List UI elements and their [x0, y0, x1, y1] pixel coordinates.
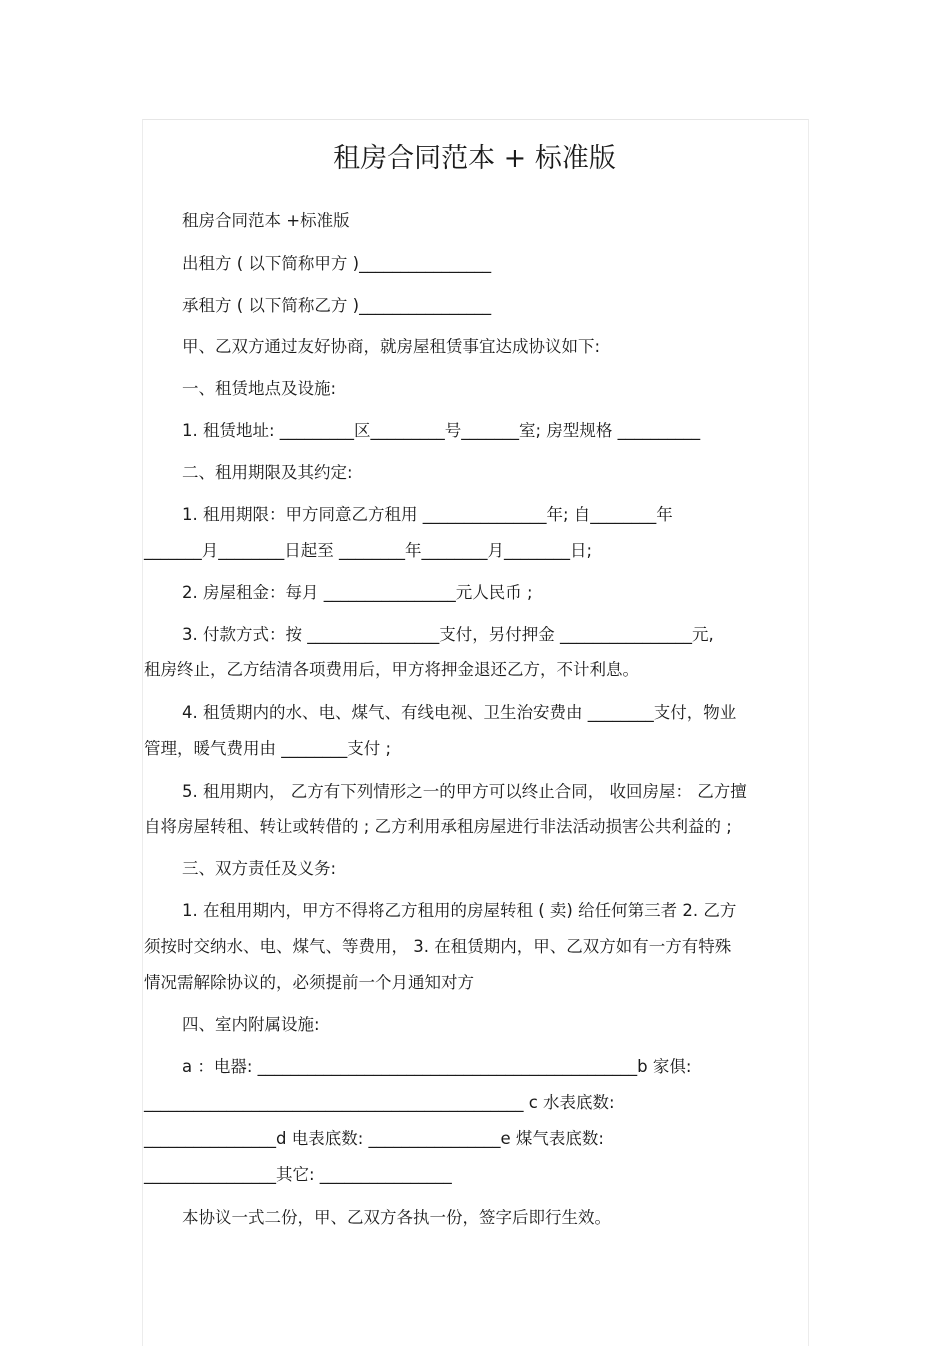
facilities-line-3: ________________d 电表底数: ________________e 煤气表底数: — [144, 1129, 604, 1148]
payment-line-1: 3. 付款方式：按 ________________支付，另付押金 ________________元, — [182, 625, 714, 644]
obligations-line-2: 须按时交纳水、电、煤气、等费用， 3. 在租赁期内，甲、乙双方如有一方有特殊 — [144, 937, 732, 956]
rent-line: 2. 房屋租金：每月 ________________元人民币 ; — [182, 583, 533, 602]
facilities-line-2: ______________________________________________ c 水表底数: — [144, 1093, 615, 1112]
utilities-line-2: 管理，暖气费用由 ________支付 ; — [144, 739, 392, 758]
facilities-line-4: ________________其它: ________________ — [144, 1165, 452, 1184]
termination-line-2: 自将房屋转租、转让或转借的 ; 乙方利用承租房屋进行非法活动损害公共利益的 ; — [144, 817, 732, 836]
section-4-heading: 四、室内附属设施: — [182, 1015, 320, 1034]
termination-line-1: 5. 租用期内， 乙方有下列情形之一的甲方可以终止合同， 收回房屋： 乙方擅 — [182, 782, 747, 801]
term-line-2: _______月________日起至 ________年________月________日; — [144, 541, 593, 560]
section-1-heading: 一、租赁地点及设施: — [182, 379, 337, 398]
obligations-line-3: 情况需解除协议的，必须提前一个月通知对方 — [144, 973, 474, 992]
section-3-heading: 三、双方责任及义务: — [182, 859, 337, 878]
rental-address-line: 1. 租赁地址: _________区_________号_______室; 房型规格 __________ — [182, 421, 701, 440]
obligations-line-1: 1. 在租用期内，甲方不得将乙方租用的房屋转租 ( 卖) 给任何第三者 2. 乙方 — [182, 901, 737, 920]
utilities-line-1: 4. 租赁期内的水、电、煤气、有线电视、卫生治安费由 ________支付，物业 — [182, 703, 737, 722]
closing-paragraph: 本协议一式二份，甲、乙双方各执一份，签字后即行生效。 — [182, 1208, 611, 1227]
facilities-line-1: a ：电器: ______________________________________________b 家俱: — [182, 1057, 692, 1076]
term-line-1: 1. 租用期限：甲方同意乙方租用 _______________年; 自________年 — [182, 505, 673, 524]
subtitle: 租房合同范本 +标准版 — [182, 211, 350, 230]
intro-paragraph: 甲、乙双方通过友好协商，就房屋租赁事宜达成协议如下: — [182, 337, 601, 356]
lessor-line: 出租方 ( 以下简称甲方 )________________ — [182, 254, 492, 273]
payment-line-2: 租房终止，乙方结清各项费用后，甲方将押金退还乙方，不计利息。 — [144, 660, 639, 679]
section-2-heading: 二、租用期限及其约定: — [182, 463, 353, 482]
document-title: 租房合同范本 + 标准版 — [333, 143, 616, 174]
lessee-line: 承租方 ( 以下简称乙方 )________________ — [182, 296, 492, 315]
